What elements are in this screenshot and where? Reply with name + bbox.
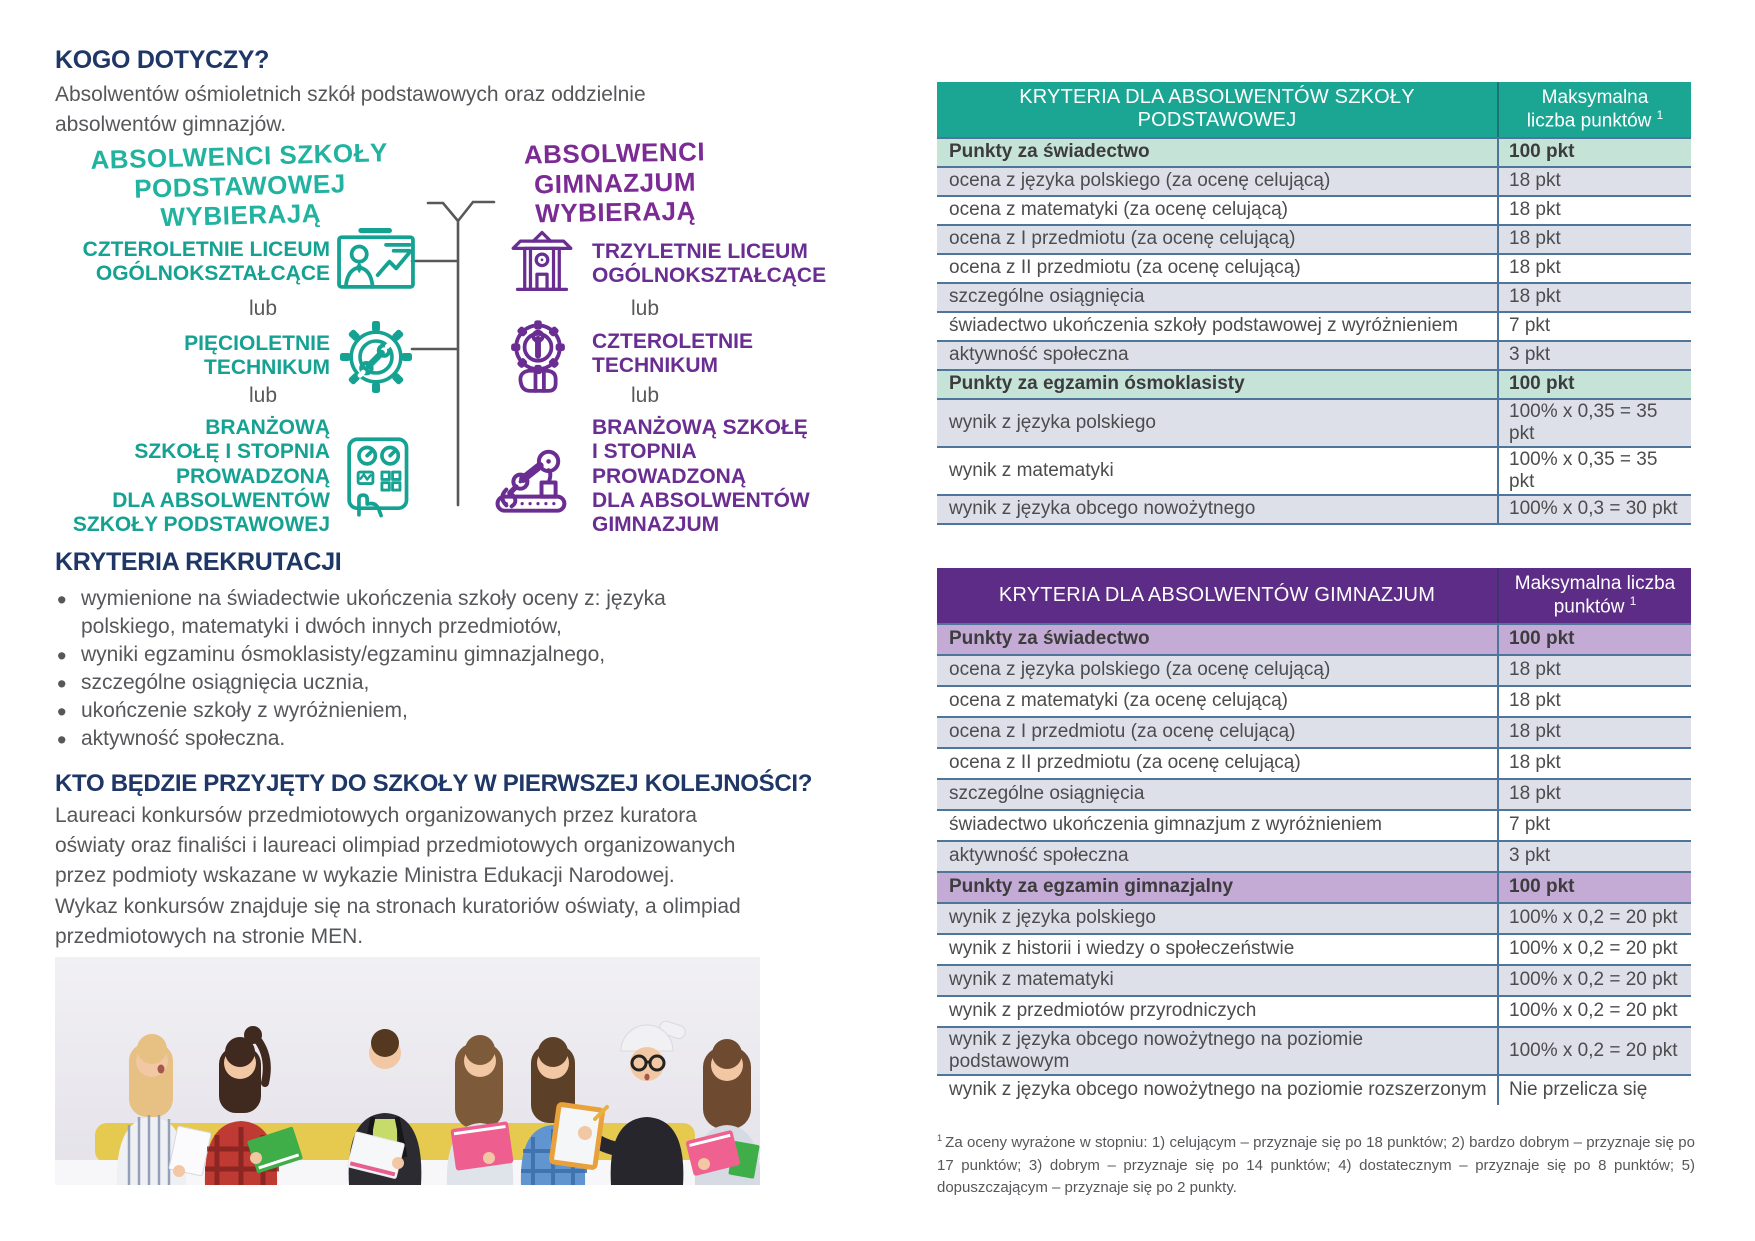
table-max-points-header xyxy=(1497,82,1691,137)
row-label: ocena z matematyki (za ocenę celującą) xyxy=(949,690,1288,712)
table-row xyxy=(937,685,1691,716)
control-panel-icon xyxy=(334,436,420,518)
row-label: wynik z języka obcego nowożytnego xyxy=(949,498,1256,520)
row-label: ocena z II przedmiotu (za ocenę celującą) xyxy=(949,752,1301,774)
row-value: 18 pkt xyxy=(1497,718,1691,747)
row-value: 100 pkt xyxy=(1497,139,1691,166)
row-label: świadectwo ukończenia szkoły podstawowej z wyróżnieniem xyxy=(949,315,1459,337)
table-row xyxy=(937,654,1691,685)
kryteria-bullet: • szczególne osiągnięcia ucznia, xyxy=(55,669,761,697)
school-option-branzowa-gimnazjum: BRANŻOWĄ SZKOŁĘ I STOPNIA PROWADZONĄ DLA ABSOLWENTÓW GIMNAZJUM xyxy=(592,416,810,537)
school-option-liceum-4: CZTEROLETNIE LICEUM OGÓLNOKSZTAŁCĄCE xyxy=(82,238,330,286)
row-value: 3 pkt xyxy=(1497,842,1691,871)
kryteria-bullet: • ukończenie szkoły z wyróżnieniem, xyxy=(55,697,761,725)
kogo-body: Absolwentów ośmioletnich szkół podstawowych oraz oddzielnie absolwentów gimnazjów. xyxy=(55,83,646,136)
table-row xyxy=(937,747,1691,778)
row-value: 7 pkt xyxy=(1497,313,1691,340)
table-row xyxy=(937,716,1691,747)
table-row xyxy=(937,166,1691,195)
table-row xyxy=(937,282,1691,311)
row-label: ocena z I przedmiotu (za ocenę celującą) xyxy=(949,228,1296,250)
table-row xyxy=(937,778,1691,809)
table-row xyxy=(937,1074,1691,1105)
row-value: 100% x 0,35 = 35 pkt xyxy=(1497,448,1691,494)
table-row xyxy=(937,1026,1691,1074)
table-row xyxy=(937,311,1691,340)
row-value: 3 pkt xyxy=(1497,342,1691,369)
row-value: 18 pkt xyxy=(1497,168,1691,195)
max-points-sup: 1 xyxy=(1656,109,1664,123)
row-value: 100 pkt xyxy=(1497,625,1691,654)
table-row xyxy=(937,369,1691,398)
max-points-label: Maksymalna liczba punktów $^1$ xyxy=(1526,87,1664,132)
table-row xyxy=(937,224,1691,253)
footnote-sup: 1 xyxy=(937,1133,943,1143)
row-value: 100 pkt xyxy=(1497,873,1691,902)
row-label: Punkty za egzamin ósmoklasisty xyxy=(949,373,1245,395)
row-label: ocena z języka polskiego (za ocenę celującą) xyxy=(949,659,1331,681)
row-label: wynik z historii i wiedzy o społeczeństwie xyxy=(949,938,1295,960)
kryteria-bullets xyxy=(55,585,761,753)
table-row xyxy=(937,840,1691,871)
row-value: 100% x 0,2 = 20 pkt xyxy=(1497,1028,1691,1074)
row-label: wynik z języka obcego nowożytnego na poziomie podstawowym xyxy=(949,1028,1364,1072)
row-value: 18 pkt xyxy=(1497,687,1691,716)
section-title-kryteria: KRYTERIA REKRUTACJI xyxy=(55,548,342,576)
row-value: 100% x 0,2 = 20 pkt xyxy=(1497,904,1691,933)
table-header xyxy=(937,568,1691,623)
table-row xyxy=(937,137,1691,166)
row-value: 100 pkt xyxy=(1497,371,1691,398)
row-value: 100% x 0,2 = 20 pkt xyxy=(1497,935,1691,964)
row-label: Punkty za egzamin gimnazjalny xyxy=(949,876,1234,898)
row-label: ocena z II przedmiotu (za ocenę celującą) xyxy=(949,257,1301,279)
table-row xyxy=(937,809,1691,840)
table-row xyxy=(937,494,1691,523)
presentation-board-icon xyxy=(334,224,418,306)
max-points-sup: 1 xyxy=(1629,595,1637,609)
row-value: 18 pkt xyxy=(1497,255,1691,282)
row-label: szczególne osiągnięcia xyxy=(949,783,1145,805)
table-row xyxy=(937,446,1691,494)
table-body xyxy=(937,137,1691,525)
criteria-table-podstawowa xyxy=(937,82,1691,525)
table-row xyxy=(937,253,1691,282)
school-option-liceum-3: TRZYLETNIE LICEUM OGÓLNOKSZTAŁCĄCE xyxy=(592,240,827,288)
lub-label: lub xyxy=(630,297,660,320)
row-value: 18 pkt xyxy=(1497,284,1691,311)
row-label: Punkty za świadectwo xyxy=(949,628,1150,650)
table-row xyxy=(937,933,1691,964)
table-title: KRYTERIA DLA ABSOLWENTÓW SZKOŁY PODSTAWOWEJ xyxy=(1019,86,1415,132)
kryteria-bullet: • wymienione na świadectwie ukończenia szkoły oceny z: języka polskiego, matematyki i dwóch innych przedmiotów, xyxy=(55,585,761,641)
row-value: 100% x 0,2 = 20 pkt xyxy=(1497,966,1691,995)
criteria-table-gimnazjum xyxy=(937,568,1691,1105)
row-value: 18 pkt xyxy=(1497,197,1691,224)
row-value: 100% x 0,2 = 20 pkt xyxy=(1497,997,1691,1026)
gear-wrench-icon xyxy=(336,316,416,398)
row-label: wynik z języka polskiego xyxy=(949,907,1156,929)
table-row xyxy=(937,340,1691,369)
row-value: 18 pkt xyxy=(1497,656,1691,685)
row-label: Punkty za świadectwo xyxy=(949,141,1150,163)
kto-body: Laureaci konkursów przedmiotowych organizowanych przez kuratora oświaty oraz finaliści i laureaci olimpiad przedmiotowych organizowanych przez podmioty wskazane w wykazie Ministra Edukacji Narodowej. xyxy=(55,804,736,887)
section-title-kto: KTO BĘDZIE PRZYJĘTY DO SZKOŁY W PIERWSZEJ KOLEJNOŚCI? xyxy=(55,770,813,797)
row-value: 100% x 0,35 = 35 pkt xyxy=(1497,400,1691,446)
row-label: aktywność społeczna xyxy=(949,845,1129,867)
table-row xyxy=(937,964,1691,995)
heading-absolwenci-gimnazjum: ABSOLWENCI GIMNAZJUM WYBIERAJĄ xyxy=(523,136,706,229)
lub-label: lub xyxy=(630,384,660,407)
row-label: ocena z języka polskiego (za ocenę celującą) xyxy=(949,170,1331,192)
row-label: wynik z języka polskiego xyxy=(949,411,1156,433)
school-option-technikum-5: PIĘCIOLETNIE TECHNIKUM xyxy=(184,332,330,380)
row-label: świadectwo ukończenia gimnazjum z wyróżnieniem xyxy=(949,814,1382,836)
table-row xyxy=(937,623,1691,654)
row-label: aktywność społeczna xyxy=(949,344,1129,366)
kryteria-bullet: • aktywność społeczna. xyxy=(55,725,761,753)
row-value: 18 pkt xyxy=(1497,780,1691,809)
heading-absolwenci-podstawowej: ABSOLWENCI SZKOŁY PODSTAWOWEJ WYBIERAJĄ xyxy=(90,137,389,233)
row-value: 18 pkt xyxy=(1497,749,1691,778)
table-row xyxy=(937,195,1691,224)
row-label: wynik z języka obcego nowożytnego na poziomie rozszerzonym xyxy=(949,1079,1487,1101)
row-label: wynik z przedmiotów przyrodniczych xyxy=(949,1000,1257,1022)
max-points-label: Maksymalna liczba punktów $^1$ xyxy=(1514,573,1676,618)
row-value: 100% x 0,3 = 30 pkt xyxy=(1497,496,1691,523)
kto-body2: Wykaz konkursów znajduje się na stronach kuratoriów oświaty, a olimpiad przedmiotowych na stronie MEN. xyxy=(55,895,741,948)
school-building-icon xyxy=(506,228,578,296)
table-title: KRYTERIA DLA ABSOLWENTÓW GIMNAZJUM xyxy=(998,583,1436,606)
table-row xyxy=(937,902,1691,933)
section-title-kogo: KOGO DOTYCZY? xyxy=(55,46,270,74)
row-label: szczególne osiągnięcia xyxy=(949,286,1145,308)
lub-label: lub xyxy=(248,297,278,320)
table-header xyxy=(937,82,1691,137)
row-label: wynik z matematyki xyxy=(949,459,1114,481)
kryteria-bullet: • wyniki egzaminu ósmoklasisty/egzaminu gimnazjalnego, xyxy=(55,641,761,669)
table-body xyxy=(937,623,1691,1105)
table-max-points-header xyxy=(1497,568,1691,623)
row-value: 7 pkt xyxy=(1497,811,1691,840)
row-label: wynik z matematyki xyxy=(949,969,1114,991)
gear-hand-icon xyxy=(496,316,580,402)
footnote xyxy=(937,1132,1695,1200)
robot-arm-icon xyxy=(494,438,582,520)
lub-label: lub xyxy=(248,384,278,407)
footnote-text: Za oceny wyrażone w stopniu: 1) celującym – przyznaje się po 18 punktów; 2) bardzo dobrym – przyznaje się po 17 punktów; 3) dobrym – przyznaje się po 14 punktów; 4) dostatecznym – przyznaje się po 8 punktów; 5) dopuszczającym – przyznaje się po 2 punkty. xyxy=(937,1134,1695,1196)
table-row xyxy=(937,995,1691,1026)
row-label: ocena z matematyki (za ocenę celującą) xyxy=(949,199,1288,221)
row-label: ocena z I przedmiotu (za ocenę celującą) xyxy=(949,721,1296,743)
row-value: Nie przelicza się xyxy=(1497,1076,1691,1105)
table-row xyxy=(937,871,1691,902)
school-option-technikum-4: CZTEROLETNIE TECHNIKUM xyxy=(592,330,753,378)
school-option-branzowa-podstawowa: BRANŻOWĄ SZKOŁĘ I STOPNIA PROWADZONĄ DLA ABSOLWENTÓW SZKOŁY PODSTAWOWEJ xyxy=(72,416,330,537)
row-value: 18 pkt xyxy=(1497,226,1691,253)
table-row xyxy=(937,398,1691,446)
students-photo xyxy=(55,957,760,1185)
